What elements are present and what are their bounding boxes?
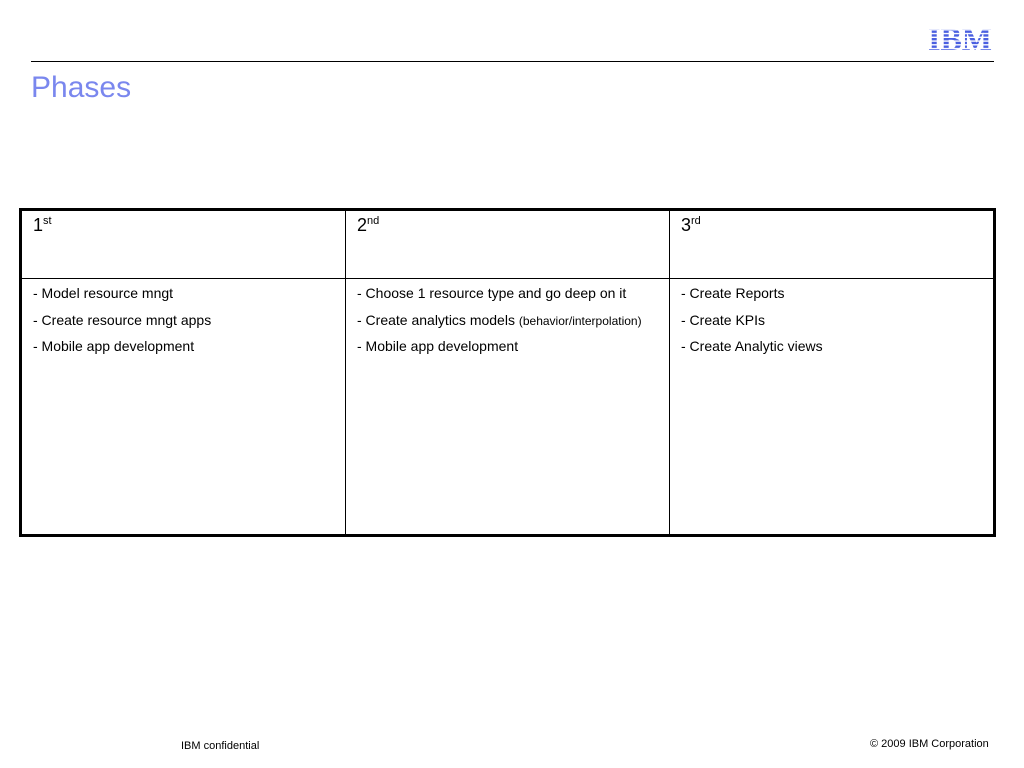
phase-header-2: 2nd bbox=[346, 211, 670, 278]
list-item: - Create analytics models (behavior/interpolation) bbox=[357, 311, 642, 328]
table-header-row bbox=[22, 211, 993, 279]
ibm-logo bbox=[924, 23, 996, 53]
list-item: - Model resource mngt bbox=[33, 285, 174, 301]
phases-table bbox=[19, 208, 996, 537]
page-title: Phases bbox=[31, 71, 132, 104]
list-item: - Create resource mngt apps bbox=[33, 311, 212, 328]
header-rule bbox=[31, 61, 994, 62]
list-item: - Mobile app development bbox=[357, 338, 519, 354]
list-item: - Choose 1 resource type and go deep on it bbox=[357, 285, 627, 301]
phase-2-items bbox=[346, 279, 670, 534]
list-item: - Create Reports bbox=[681, 285, 785, 301]
table-body-row bbox=[22, 279, 993, 534]
copyright-label: © 2009 IBM Corporation bbox=[870, 738, 989, 750]
list-item: - Mobile app development bbox=[33, 338, 195, 354]
phase-1-items bbox=[22, 279, 346, 534]
confidential-label: IBM confidential bbox=[181, 740, 260, 752]
phase-header-1: 1st bbox=[22, 211, 346, 278]
phase-3-items bbox=[670, 279, 993, 534]
phase-header-3: 3rd bbox=[681, 215, 701, 235]
list-item: - Create KPIs bbox=[681, 311, 766, 328]
list-item: - Create Analytic views bbox=[681, 338, 823, 354]
